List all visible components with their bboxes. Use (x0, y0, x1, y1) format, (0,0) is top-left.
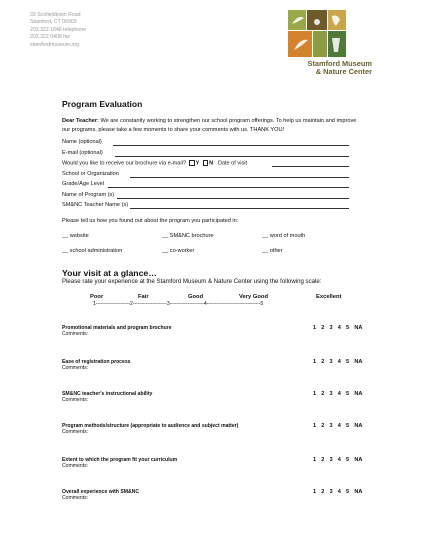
item-rating[interactable]: 1 2 3 4 5 NA (313, 489, 363, 495)
rating-item (62, 391, 152, 403)
rating-item (62, 325, 172, 337)
no-label: N (209, 160, 214, 167)
item-rating[interactable]: 1 2 3 4 5 NA (313, 359, 363, 365)
school-field[interactable] (130, 177, 349, 178)
email-field-label: E-mail (optional) (62, 150, 103, 156)
item-rating[interactable]: 1 2 3 4 5 NA (313, 457, 363, 463)
found-question: Please tell us how you found out about the program you participated in: (62, 218, 239, 224)
glance-subtitle: Please rate your experience at the Stamford Museum & Nature Center using the following scale: (62, 278, 322, 285)
item-comments-label: Comments: (62, 495, 89, 502)
rating-item (62, 359, 131, 371)
option-co-worker[interactable]: __ co-worker (162, 248, 195, 254)
scale-label-very-good: Very Good (239, 294, 268, 300)
item-comments-label: Comments: (62, 463, 89, 470)
option-other[interactable]: __ other (262, 248, 283, 254)
option-word-of-mouth[interactable]: __ word of mouth (262, 233, 306, 239)
name-field[interactable] (113, 145, 349, 146)
logo-mark (288, 10, 346, 58)
item-title: Extent to which the program fit your curriculum (62, 457, 178, 463)
address-line: Stamford, CT 06903 (30, 19, 77, 26)
scale-label-fair: Fair (138, 294, 149, 300)
item-rating[interactable]: 1 2 3 4 5 NA (313, 423, 363, 429)
item-comments-label: Comments: (62, 429, 89, 436)
scale-label-good: Good (188, 294, 204, 300)
logo-leaf-icon (288, 10, 346, 58)
item-title: Ease of registration process (62, 359, 131, 365)
date-field[interactable] (272, 166, 349, 167)
rating-item (62, 457, 177, 469)
page-title: Program Evaluation (62, 99, 143, 109)
teacher-field-label: SM&NC Teacher Name (s) (62, 202, 129, 208)
address-line: stamfordmuseum.org (30, 41, 80, 48)
grade-field-label: Grade/Age Level (62, 181, 104, 187)
rating-item (62, 423, 238, 435)
item-rating[interactable]: 1 2 3 4 5 NA (313, 325, 363, 331)
option-website[interactable]: __ website (62, 233, 89, 239)
intro-lead: Dear Teacher: (62, 118, 99, 124)
program-field-label: Name of Program (s) (62, 192, 115, 198)
scale-label-excellent: Excellent (316, 294, 342, 300)
item-title: SM&NC teacher's instructional ability (62, 391, 153, 397)
no-checkbox[interactable] (203, 160, 209, 166)
item-title: Program methods/structure (appropriate to audience and subject matter) (62, 423, 239, 429)
item-comments-label: Comments: (62, 365, 89, 372)
glance-title: Your visit at a glance… (62, 268, 157, 278)
logo-line-1: Stamford Museum (307, 59, 372, 68)
item-title: Overall experience with SM&NC (62, 489, 139, 495)
teacher-field[interactable] (130, 208, 349, 209)
option-brochure[interactable]: __ SM&NC brochure (162, 233, 214, 239)
email-field[interactable] (115, 156, 349, 157)
address-block (30, 12, 86, 49)
grade-field[interactable] (108, 187, 349, 188)
item-title: Promotional materials and program brochure (62, 325, 172, 331)
address-line: 203.322.1646 telephone (30, 26, 86, 33)
brochure-question (62, 160, 247, 167)
logo-line-2: & Nature Center (315, 67, 372, 77)
program-field[interactable] (117, 198, 349, 199)
intro-text: We are constantly working to strengthen our school program offerings. To help us maintain and improve our programs, please take a few moments to share your comments with us. THANK YOU! (62, 118, 357, 133)
intro-paragraph (62, 117, 362, 134)
address-line: 203.322.0408 fax (30, 34, 71, 41)
scale-line: 1---------------------2---------------------3---------------------4---------------------------------5 (93, 301, 264, 307)
item-rating[interactable]: 1 2 3 4 5 NA (313, 391, 363, 397)
yes-checkbox[interactable] (189, 160, 195, 166)
date-label: Date of visit (217, 160, 248, 167)
logo-wordmark (278, 60, 372, 76)
item-comments-label: Comments: (62, 397, 89, 404)
scale-label-poor: Poor (90, 294, 104, 300)
name-field-label: Name (optional) (62, 139, 102, 145)
museum-logo (278, 10, 372, 76)
brochure-question-text: Would you like to receive our brochure via e-mail? (62, 160, 186, 167)
rating-item (62, 489, 139, 501)
option-school-admin[interactable]: __ school administration (62, 248, 123, 254)
item-comments-label: Comments: (62, 331, 89, 338)
address-line: 39 Scofieldtown Road (30, 12, 81, 18)
school-field-label: School or Organization (62, 171, 119, 177)
yes-label: Y (195, 160, 200, 167)
